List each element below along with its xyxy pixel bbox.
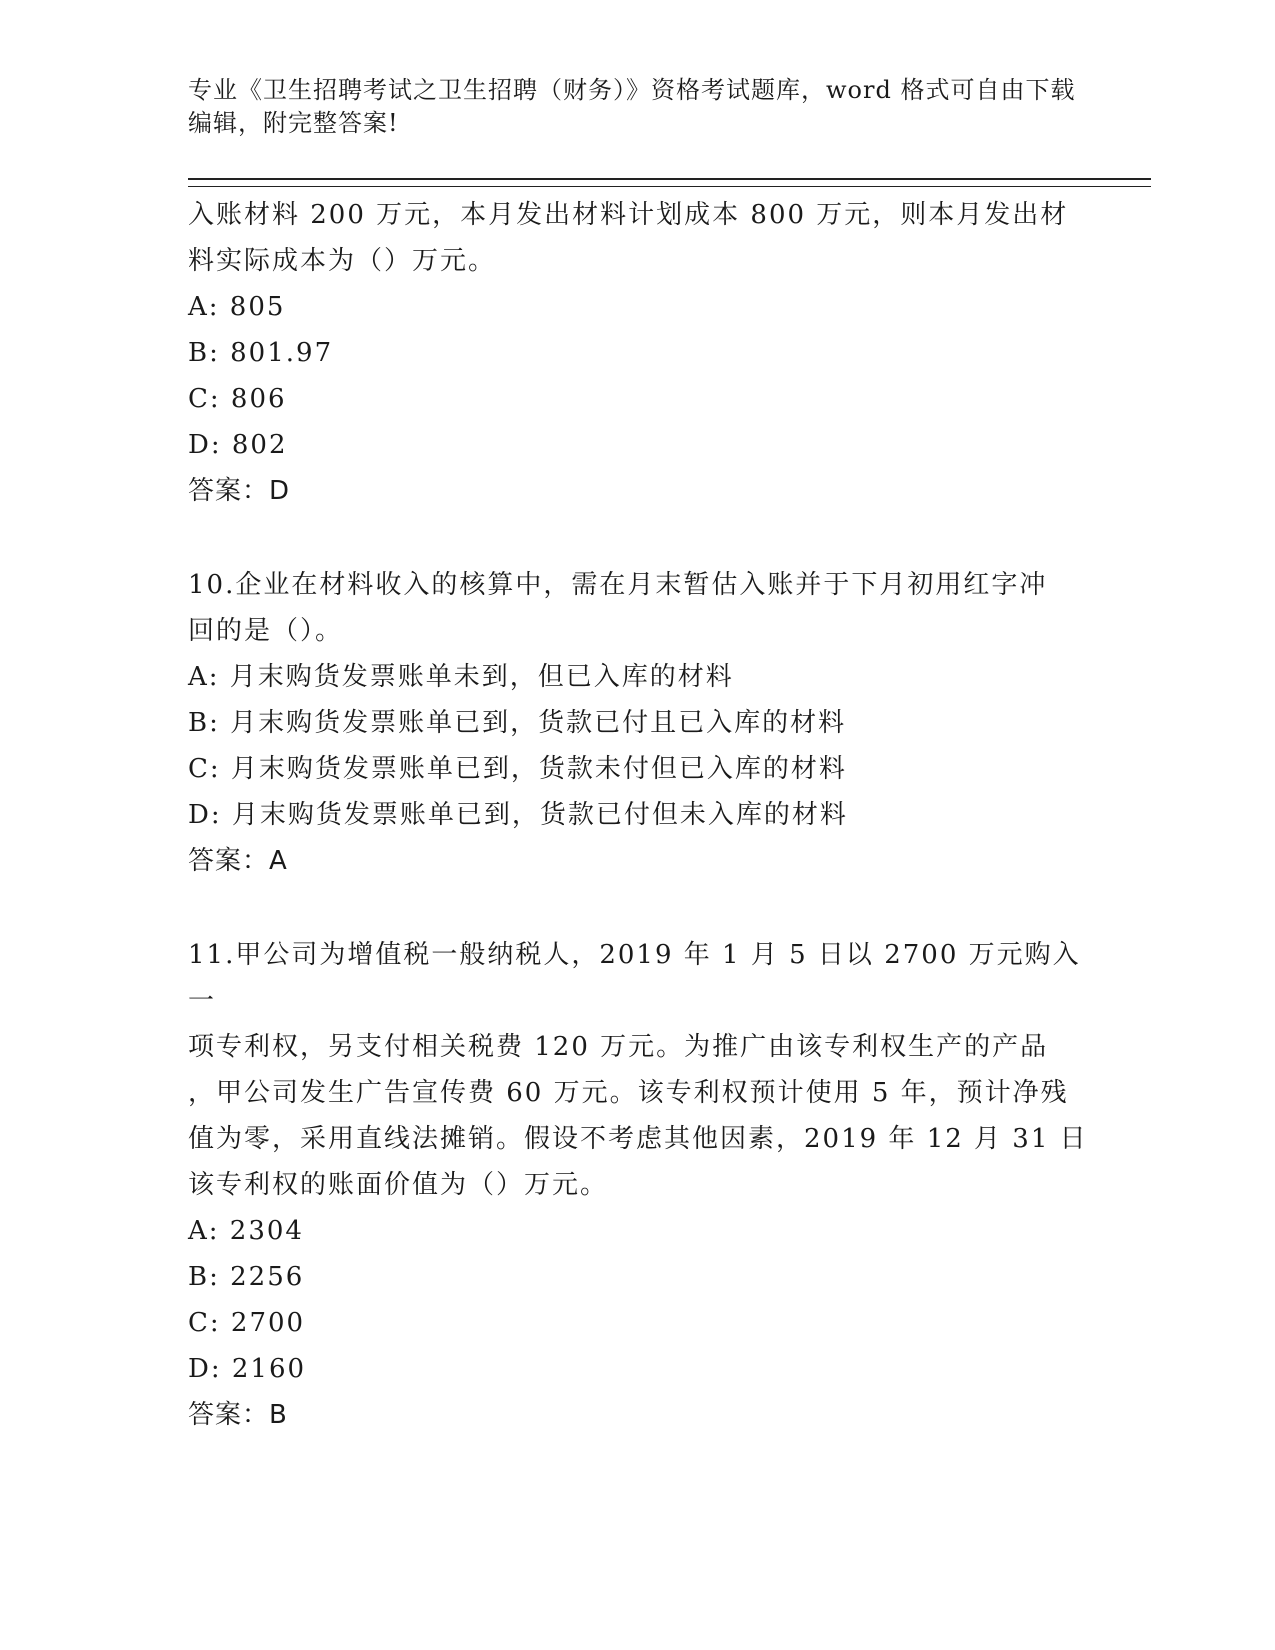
option-a: A: 2304: [188, 1216, 304, 1246]
header-divider: [188, 178, 1151, 187]
answer: 答案：D: [188, 476, 291, 506]
question-stem-line: 料实际成本为（）万元。: [188, 246, 497, 276]
question-stem-line: 10.企业在材料收入的核算中，需在月末暂估入账并于下月初用红字冲: [188, 570, 1048, 600]
option-c: C: 月末购货发票账单已到，货款未付但已入库的材料: [188, 754, 847, 784]
page-header: [188, 74, 1088, 140]
option-b: B: 月末购货发票账单已到，货款已付且已入库的材料: [188, 708, 847, 738]
option-d: D: 月末购货发票账单已到，货款已付但未入库的材料: [188, 800, 848, 830]
header-line-1: 专业《卫生招聘考试之卫生招聘（财务）》资格考试题库，word 格式可自由下载: [188, 76, 1076, 104]
header-line-2: 编辑，附完整答案!: [188, 109, 399, 137]
option-d: D: 802: [188, 430, 288, 460]
option-c: C: 806: [188, 384, 287, 414]
question-stem-line: 项专利权，另支付相关税费 120 万元。为推广由该专利权生产的产品: [188, 1032, 1049, 1062]
question-stem-line: 值为零，采用直线法摊销。假设不考虑其他因素，2019 年 12 月 31 日: [188, 1124, 1088, 1154]
question-stem-line: ，甲公司发生广告宣传费 60 万元。该专利权预计使用 5 年，预计净残: [188, 1078, 1069, 1108]
question-item: [188, 932, 1088, 1438]
option-c: C: 2700: [188, 1308, 306, 1338]
option-b: B: 2256: [188, 1262, 305, 1292]
answer: 答案：A: [188, 846, 288, 876]
question-stem-line: 入账材料 200 万元，本月发出材料计划成本 800 万元，则本月发出材: [188, 200, 1069, 230]
question-item: [188, 562, 1088, 884]
question-stem-line: 回的是（）。: [188, 616, 344, 646]
answer: 答案：B: [188, 1400, 288, 1430]
option-a: A: 805: [188, 292, 286, 322]
question-list: [188, 192, 1088, 1438]
option-b: B: 801.97: [188, 338, 334, 368]
question-stem-line: 该专利权的账面价值为（）万元。: [188, 1170, 609, 1200]
option-a: A: 月末购货发票账单未到，但已入库的材料: [188, 662, 734, 692]
question-stem-line: 11.甲公司为增值税一般纳税人，2019 年 1 月 5 日以 2700 万元购入一: [188, 940, 1081, 1016]
option-d: D: 2160: [188, 1354, 307, 1384]
question-item: [188, 192, 1088, 514]
